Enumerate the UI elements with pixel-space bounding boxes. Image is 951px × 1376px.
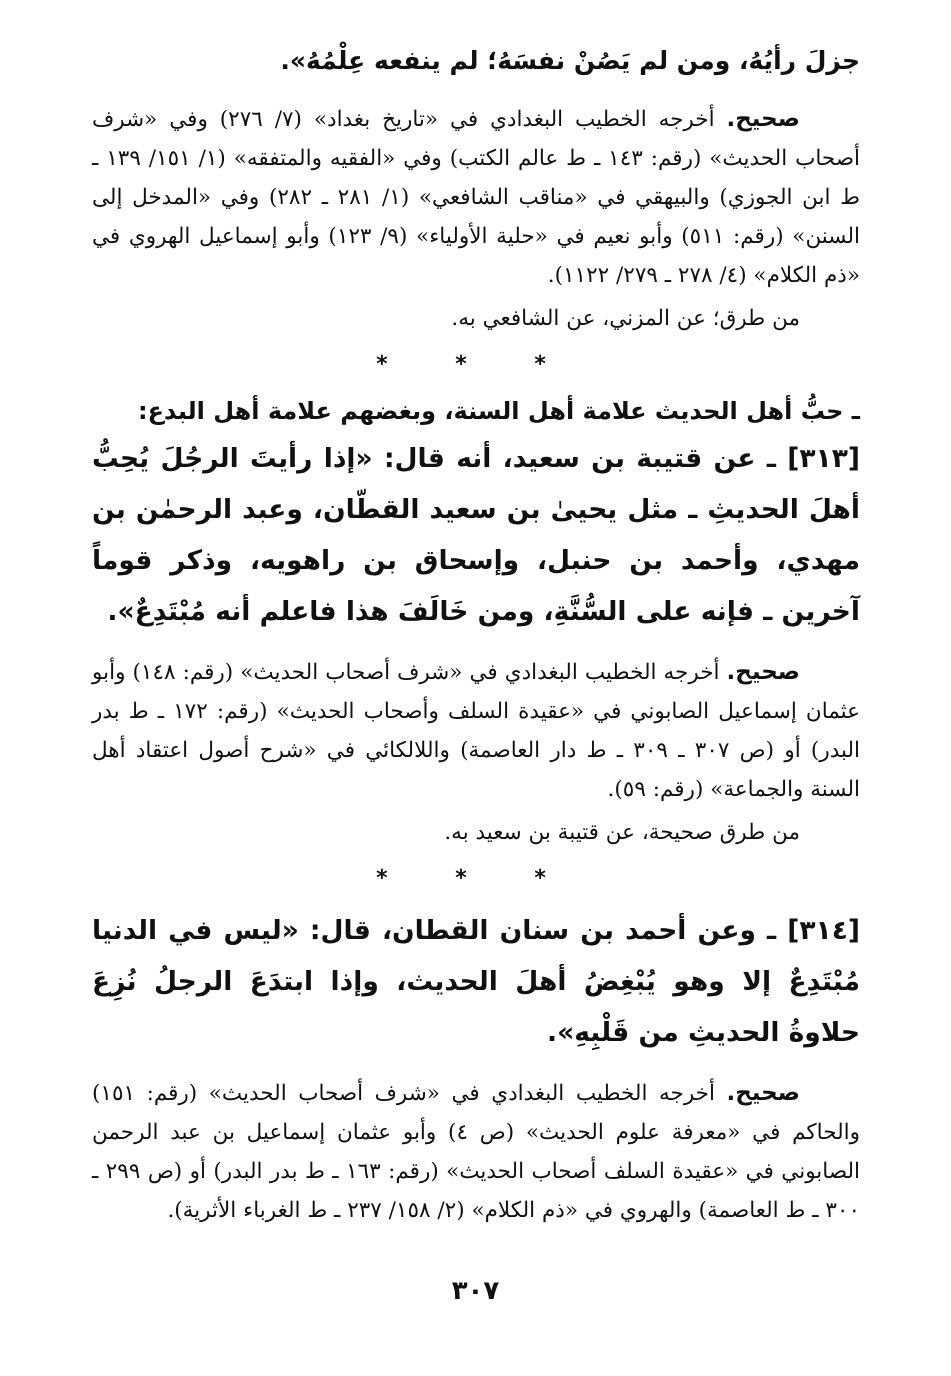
- takhrij-note-2: [92, 653, 860, 809]
- grading-label: صحيح.: [726, 659, 801, 685]
- page-number: ٣٠٧: [451, 1276, 500, 1306]
- grading-label: صحيح.: [726, 106, 800, 132]
- takhrij-note-3: [92, 1074, 860, 1230]
- takhrij-text: أخرجه الخطيب البغدادي في «شرف أصحاب الحديث» (رقم: ١٥١) والحاكم في «معرفة علوم الحديث» (ص ٤) وأبو عثمان إسماعيل بن عبد الرحمن الصابوني في «عقيدة السلف أصحاب الحديث» (رقم: ١٦٣ ـ ط بدر البدر) أو (ص ٢٩٩ ـ ٣٠٠ ـ ط العاصمة) والهروي في «ذم الكلام» (٢/ ١٥٨/ ٢٣٧ ـ ط الغرباء الأثرية).: [92, 1081, 860, 1223]
- narration-313: [٣١٣] ـ عن قتيبة بن سعيد، أنه قال: «إذا رأيتَ الرجُلَ يُحِبُّ أهلَ الحديثِ ـ مثل يحيىٰ بن سعيد القطّان، وعبد الرحمٰن بن مهدي، وأحمد بن حنبل، وإسحاق بن راهويه، وذكر قوماً آخرين ـ فإنه على السُّنَّةِ، ومن خَالَفَ هذا فاعلم أنه مُبْتَدِعٌ».: [92, 443, 860, 627]
- section-separator-2: * * *: [376, 866, 576, 891]
- chain-source-1: من طرق؛ عن المزني، عن الشافعي به.: [451, 306, 800, 331]
- takhrij-text: أخرجه الخطيب البغدادي في «تاريخ بغداد» (٧/ ٢٧٦) وفي «شرف أصحاب الحديث» (رقم: ١٤٣ ـ ط عالم الكتب) وفي «الفقيه والمتفقه» (١/ ١٥١/ ١٣٩ ـ ط ابن الجوزي) والبيهقي في «مناقب الشافعي» (١/ ٢٨١ ـ ٢٨٢) وفي «المدخل إلى السنن» (رقم: ٥١١) وأبو نعيم في «حلية الأولياء» (٩/ ١٢٣) وأبو إسماعيل الهروي في «ذم الكلام» (٤/ ٢٧٨ ـ ٢٧٩/ ١١٢٢).: [92, 107, 861, 288]
- chain-source-2: من طرق صحيحة، عن قتيبة بن سعيد به.: [444, 820, 800, 845]
- chapter-heading: ـ حبُّ أهل الحديث علامة أهل السنة، وبغضهم علامة أهل البدع:: [137, 397, 860, 425]
- takhrij-note-1: [92, 100, 860, 295]
- section-separator-1: * * *: [376, 352, 576, 377]
- book-page: [92, 40, 860, 1340]
- narration-314: [٣١٤] ـ وعن أحمد بن سنان القطان، قال: «ليس في الدنيا مُبْتَدِعٌ إلا وهو يُبْغِضُ أهلَ الحديث، وإذا ابتدَعَ الرجلُ نُزِعَ حلاوةُ الحديثِ من قَلْبِهِ».: [92, 915, 860, 1048]
- takhrij-text: أخرجه الخطيب البغدادي في «شرف أصحاب الحديث» (رقم: ١٤٨) وأبو عثمان إسماعيل الصابوني في «عقيدة السلف وأصحاب الحديث» (رقم: ١٧٢ ـ ط بدر البدر) أو (ص ٣٠٧ ـ ٣٠٩ ـ ط دار العاصمة) واللالكائي في «شرح أصول اعتقاد أهل السنة والجماعة» (رقم: ٥٩).: [92, 660, 860, 802]
- grading-label: صحيح.: [726, 1080, 800, 1106]
- continued-quote-line: جزلَ رأيُهُ، ومن لم يَصُنْ نفسَهُ؛ لم ينفعه عِلْمُهُ».: [280, 46, 860, 75]
